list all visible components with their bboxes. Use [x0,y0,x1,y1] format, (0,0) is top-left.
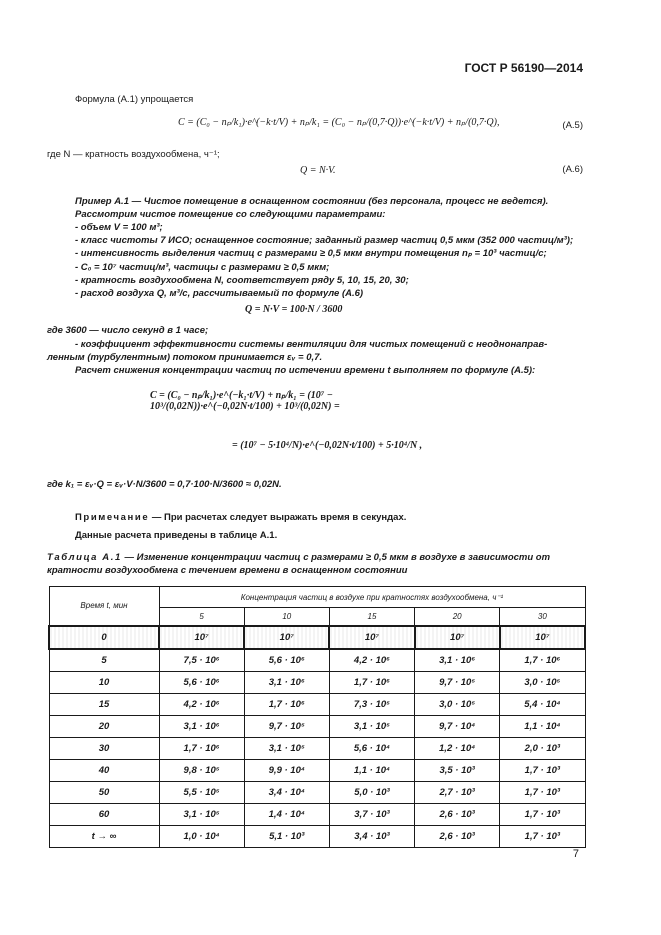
table-cell-value: 3,1 · 10⁵ [159,803,244,825]
table-row [49,715,585,737]
table-cell-time: 5 [49,649,159,672]
equation-c-part2: = (10⁷ − 5·10⁴/N)·e^(−0,02N·t/100) + 5·10⁴/N , [232,440,423,451]
table-row [49,803,585,825]
table-header-group: Концентрация частиц в воздухе при кратностях воздухообмена, ч⁻¹ [159,587,585,608]
table-cell-value: 5,6 · 10⁶ [159,671,244,693]
table-cell-value: 10⁷ [415,626,500,649]
table-cell-value: 5,4 · 10⁴ [500,693,585,715]
table-cell-value: 2,6 · 10³ [415,803,500,825]
table-cell-value: 10⁷ [500,626,585,649]
equation-a6: Q = N·V. [300,165,336,176]
table-cell-value: 1,7 · 10⁶ [329,671,414,693]
table-cell-value: 1,7 · 10³ [500,759,585,781]
table-cell-value: 3,1 · 10⁵ [244,737,329,759]
table-cell-value: 10⁷ [329,626,414,649]
table-cell-value: 1,7 · 10³ [500,781,585,803]
table-cell-value: 1,1 · 10⁴ [329,759,414,781]
table-cell-value: 3,1 · 10⁶ [159,715,244,737]
coefficient-line: - коэффициент эффективности системы вентиляции для чистых помещений с неоднонаправ- [75,339,548,350]
calculation-line: Расчет снижения концентрации частиц по истечении времени t выполняем по формуле (А.5): [75,365,536,376]
table-cell-value: 1,7 · 10³ [500,803,585,825]
table-header-subcol: 5 [159,608,244,626]
table-cell-value: 2,6 · 10³ [415,825,500,847]
table-cell-time: 15 [49,693,159,715]
table-cell-value: 5,0 · 10³ [329,781,414,803]
example-item: - кратность воздухообмена N, соответствует ряду 5, 10, 15, 20, 30; [75,275,409,286]
table-header-time: Время t, мин [49,587,159,626]
where-n-text: где N — кратность воздухообмена, ч⁻¹; [47,149,220,160]
table-cell-value: 3,0 · 10⁵ [500,671,585,693]
table-cell-time: 50 [49,781,159,803]
where-3600-text: где 3600 — число секунд в 1 часе; [47,325,209,336]
example-item: - C₀ = 10⁷ частиц/м³, частицы с размерами ≥ 0,5 мкм; [75,262,330,273]
note-text: — При расчетах следует выражать время в секундах. [149,512,407,523]
example-item: - расход воздуха Q, м³/с, рассчитываемый по формуле (А.6) [75,288,364,299]
example-intro: Рассмотрим чистое помещение со следующими параметрами: [75,209,386,220]
table-row [49,759,585,781]
table-cell-value: 9,8 · 10⁵ [159,759,244,781]
table-cell-value: 10⁷ [244,626,329,649]
intro-text: Формула (А.1) упрощается [75,94,194,105]
table-cell-time: 20 [49,715,159,737]
table-cell-time: 40 [49,759,159,781]
table-cell-value: 1,4 · 10⁴ [244,803,329,825]
table-cell-value: 3,4 · 10⁴ [244,781,329,803]
table-cell-value: 4,2 · 10⁶ [329,649,414,672]
table-cell-value: 3,4 · 10³ [329,825,414,847]
table-cell-value: 3,5 · 10³ [415,759,500,781]
table-cell-value: 1,7 · 10⁶ [500,649,585,672]
table-cell-value: 1,7 · 10³ [500,825,585,847]
table-caption-text: — Изменение концентрации частиц с размерами ≥ 0,5 мкм в воздухе в зависимости от кратности воздухообмена с течением времени в оснащенном состоянии [47,552,551,576]
equation-a5-number: (А.5) [562,120,583,131]
example-item: - интенсивность выделения частиц с размерами ≥ 0,5 мкм внутри помещения nₚ = 10³ частиц/с; [75,248,547,259]
table-row [49,649,585,672]
table-header-subcol: 30 [500,608,585,626]
equation-a5: C = (C₀ − nₚ/k₁)·e^(−k·t/V) + nₚ/k₁ = (C₀ − nₚ/(0,7·Q))·e^(−k·t/V) + nₚ/(0,7·Q), [178,117,500,128]
table-cell-value: 5,1 · 10³ [244,825,329,847]
table-cell-time: 10 [49,671,159,693]
example-title: Пример А.1 — Чистое помещение в оснащенном состоянии (без персонала, процесс не ведется). [75,196,549,207]
table-header-subcol: 15 [329,608,414,626]
example-item: - объем V = 100 м³; [75,222,163,233]
table-row [49,626,585,649]
table-cell-value: 5,6 · 10⁶ [244,649,329,672]
table-cell-value: 3,7 · 10³ [329,803,414,825]
table-row [49,781,585,803]
equation-q: Q = N·V = 100·N / 3600 [245,304,343,315]
table-cell-value: 1,2 · 10⁴ [415,737,500,759]
table-cell-value: 3,0 · 10⁵ [415,693,500,715]
table-row [49,671,585,693]
table-cell-time: 30 [49,737,159,759]
table-cell-value: 9,7 · 10⁴ [415,715,500,737]
document-header: ГОСТ Р 56190—2014 [464,61,583,75]
data-reference-text: Данные расчета приведены в таблице А.1. [75,530,278,541]
table-cell-value: 1,1 · 10⁴ [500,715,585,737]
table-cell-value: 7,5 · 10⁶ [159,649,244,672]
table-header-subcol: 20 [415,608,500,626]
table-cell-value: 1,7 · 10⁶ [244,693,329,715]
table-row [49,737,585,759]
table-cell-value: 10⁷ [159,626,244,649]
table-cell-value: 1,0 · 10⁴ [159,825,244,847]
table-cell-value: 1,7 · 10⁶ [159,737,244,759]
table-row [49,825,585,847]
table-header-subcol: 10 [244,608,329,626]
table-cell-time: 60 [49,803,159,825]
table-cell-value: 2,0 · 10³ [500,737,585,759]
table-cell-time: t → ∞ [49,825,159,847]
table-cell-value: 9,7 · 10⁵ [244,715,329,737]
equation-a6-number: (А.6) [562,164,583,175]
table-cell-value: 4,2 · 10⁶ [159,693,244,715]
table-cell-value: 3,1 · 10⁶ [415,649,500,672]
table-cell-value: 5,5 · 10⁵ [159,781,244,803]
table-row [49,693,585,715]
table-caption-label: Таблица А.1 [47,552,122,563]
table-caption [47,551,587,577]
table-cell-value: 3,1 · 10⁵ [329,715,414,737]
note-label: Примечание [75,512,150,523]
note [75,511,406,524]
table-cell-value: 2,7 · 10³ [415,781,500,803]
table-cell-value: 7,3 · 10⁵ [329,693,414,715]
table-cell-value: 3,1 · 10⁶ [244,671,329,693]
table-cell-time: 0 [49,626,159,649]
where-k1-text: где k₁ = εᵥ·Q = εᵥ·V·N/3600 = 0,7·100·N/3600 ≈ 0,02N. [47,479,282,490]
equation-c-part1: C = (C₀ − nₚ/k₁)·e^(−k₁·t/V) + nₚ/k₁ = (10⁷ − 10³/(0,02N))·e^(−0,02N·t/100) + 10³/(0,02N) = [150,390,340,412]
page-number: 7 [572,848,579,860]
table-cell-value: 9,9 · 10⁴ [244,759,329,781]
table-cell-value: 9,7 · 10⁵ [415,671,500,693]
coefficient-line-continued: ленным (турбулентным) потоком принимается εᵥ = 0,7. [47,352,323,363]
concentration-table [48,586,586,848]
example-item: - класс чистоты 7 ИСО; оснащенное состояние; заданный размер частиц 0,5 мкм (352 000 частиц/м³); [75,235,574,246]
table-cell-value: 5,6 · 10⁴ [329,737,414,759]
